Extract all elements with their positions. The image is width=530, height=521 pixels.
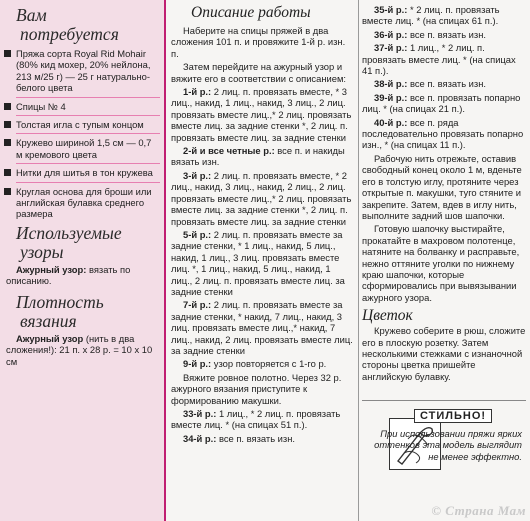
bullet-square-icon [4, 188, 11, 195]
paragraph: 37-й р.: 1 лиц., * 2 лиц. п. провязать вместе лиц. * (на спицах 41 п.). [362, 42, 516, 77]
row-label: 3-й р.: [183, 169, 212, 181]
paragraph: 40-й р.: все п. ряда последовательно провязать попарно изн., * (на спицах 11 п.). [362, 116, 524, 151]
bullet-square-icon [4, 121, 11, 128]
style-label: СТИЛЬНО! [414, 409, 492, 423]
continuation-body [362, 4, 526, 303]
materials-list [0, 48, 164, 220]
paragraph: Затем перейдите на ажурный узор и вяжите его в соответствии с описанием: [171, 61, 347, 84]
item-divider [16, 133, 160, 134]
row-label: 39-й р.: [374, 91, 408, 103]
row-label: 35-й р.: [374, 4, 408, 15]
bullet-square-icon [4, 169, 11, 176]
row-label: 37-й р.: [374, 42, 408, 54]
material-item: Кружево шириной 1,5 см — 0,7 м кремового цвета [0, 137, 164, 160]
paragraph: 35-й р.: * 2 лиц. п. провязать вместе лиц. * (на спицах 61 п.). [362, 4, 500, 27]
paragraph: Готовую шапочку выстирайте, прокатайте в махровом полотенце, натяните на болванку и расправьте, нежно оттяните уголки по нижнему краю шапочки, которые сформировались при вывязывании ажурного узора. [362, 223, 520, 303]
material-item: Нитки для шитья в тон кружева [0, 167, 164, 178]
materials-title: Вам потребуется [16, 5, 119, 44]
flower-text: Кружево соберите в рюш, сложите его в плоскую розетку. Затем несколькими стежками с изнаночной стороны цветка пришейте английскую булавку. [362, 325, 526, 382]
bullet-square-icon [4, 50, 11, 57]
paragraph: 34-й р.: все п. вязать изн. [183, 432, 296, 444]
row-label: 38-й р.: [374, 78, 408, 90]
paragraph: 5-й р.: 2 лиц. п. провязать вместе за задние стенки, * 1 лиц., накид, 5 лиц., накид, 1 лиц., 3 лиц. провязать вместе лиц. *, 1 лиц., накид, 5 лиц., накид, 1 лиц., 2 лиц. п. провязать вместе лиц. за задние стенки [171, 228, 345, 297]
column-divider [358, 0, 359, 521]
material-item: Пряжа сорта Royal Rid Mohair (80% кид мохер, 20% нейлона, 213 м/25 г) — 25 г натурально-белого цвета [0, 48, 164, 94]
style-text: При использовании пряжи ярких оттенков эта модель выглядит не менее эффектно. [374, 428, 522, 462]
paragraph: Рабочую нить отрежьте, оставив свободный конец около 1 м, вденьте его в толстую иглу, протяните через открытые п. макушки, туго стяните и закрепите. Затем, вдев в иглу нить, выполните задний шов шапочки. [362, 152, 522, 221]
row-label: 34-й р.: [183, 432, 217, 444]
materials-column [0, 0, 166, 521]
paragraph: 39-й р.: все п. провязать попарно лиц. * (на спицах 21 п.). [362, 91, 521, 115]
paragraph: 7-й р.: 2 лиц. п. провязать вместе за задние стенки, * накид, 7 лиц., накид, 3 лиц. провязать вместе лиц.,* накид, 7 лиц., накид, 2 лиц. провязать вместе лиц. за задние стенки [171, 299, 353, 356]
row-label: 2-й и все четные р.: [183, 145, 275, 157]
description-title: Описание работы [191, 4, 311, 21]
bullet-square-icon [4, 103, 11, 110]
patterns-title: Используемые узоры [16, 222, 122, 262]
row-label: 7-й р.: [183, 299, 212, 311]
paragraph: 36-й р.: все п. вязать изн. [374, 28, 487, 40]
row-label: 40-й р.: [374, 116, 408, 128]
paragraph: 38-й р.: все п. вязать изн. [374, 78, 487, 90]
description-body [171, 25, 354, 444]
paragraph: 33-й р.: 1 лиц., * 2 лиц. п. провязать вместе лиц. * (на спицах 51 п.). [171, 408, 341, 431]
row-label: 36-й р.: [374, 28, 408, 40]
row-label: 1-й р.: [183, 86, 212, 98]
watermark: © Страна Мам [431, 503, 526, 518]
material-item: Спицы № 4 [0, 101, 164, 112]
bullet-square-icon [4, 139, 11, 146]
paragraph: 3-й р.: 2 лиц. п. провязать вместе, * 2 лиц., накид, 3 лиц., накид, 2 лиц., 2 лиц. провязать вместе лиц.,* 2 лиц. провязать вместе лиц. за задние стенки *, 2 лиц. п. провязать вместе лиц. за задние стенки [171, 169, 352, 227]
paragraph: 2-й и все четные р.: все п. и накиды вязать изн. [171, 145, 345, 168]
material-item: Круглая основа для броши или английская булавка среднего размера [0, 186, 164, 220]
pattern-desc: Ажурный узор: вязать по описанию. [6, 263, 131, 287]
item-divider [16, 163, 160, 164]
paragraph: 1-й р.: 2 лиц. п. провязать вместе, * 3 лиц., накид, 1 лиц., накид, 3 лиц., 2 лиц. провязать вместе лиц.,* 2 лиц. провязать вместе лиц. за задние стенки *, 2 лиц. п. провязать вместе лиц. за задние стенки [171, 86, 352, 143]
description-column [171, 0, 354, 446]
continuation-column [362, 0, 526, 384]
item-divider [16, 182, 160, 183]
density-title: Плотность вязания [16, 291, 104, 331]
style-tip-box [362, 400, 526, 519]
flower-title: Цветок [362, 307, 413, 325]
row-label: 33-й р.: [183, 408, 217, 419]
paragraph: Наберите на спицы пряжей в два сложения 101 п. и провяжите 1-й р. изн. п. [171, 25, 346, 59]
row-label: 9-й р.: [183, 358, 212, 370]
item-divider [16, 115, 160, 116]
paragraph: Вяжите ровное полотно. Через 32 р. ажурного вязания приступите к формированию макушки. [171, 371, 342, 406]
item-divider [16, 97, 160, 98]
material-item: Толстая игла с тупым концом [0, 119, 164, 130]
paragraph: 9-й р.: узор повторяется с 1-го р. [183, 358, 327, 370]
density-desc: Ажурный узор (нить в два сложения!): 21 п. х 28 р. = 10 х 10 см [6, 332, 153, 367]
row-label: 5-й р.: [183, 228, 212, 240]
